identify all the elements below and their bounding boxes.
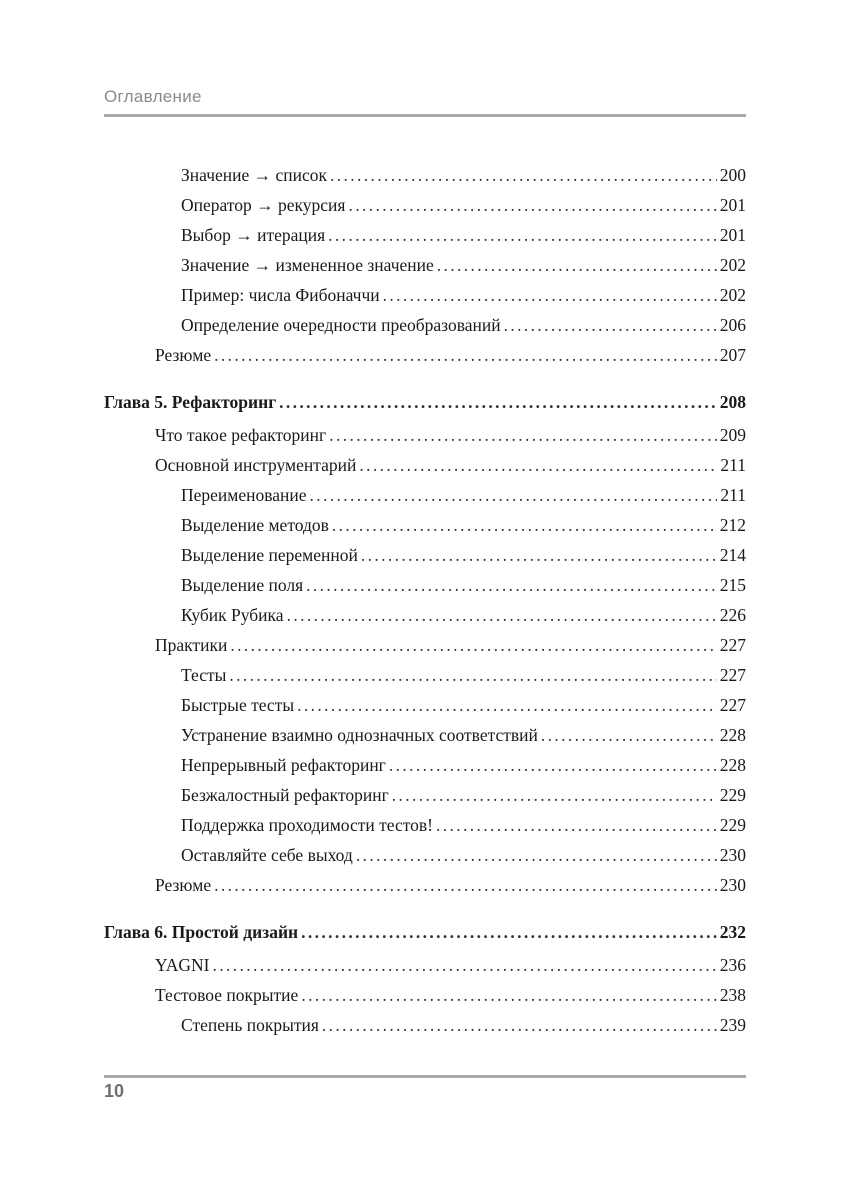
- toc-entry-page: 229: [719, 815, 746, 835]
- toc-leader-dots: [330, 160, 717, 190]
- toc-entry-title: Быстрые тесты: [181, 695, 295, 715]
- toc-entry-title: Глава 5. Рефакторинг: [104, 392, 277, 412]
- toc-entry[interactable]: [104, 660, 746, 690]
- toc-entry-title: Степень покрытия: [181, 1015, 319, 1035]
- toc-leader-dots: [301, 917, 717, 947]
- toc-chapter-entry[interactable]: [104, 917, 746, 947]
- toc-entry-page: 202: [719, 285, 746, 305]
- toc-entry[interactable]: [104, 720, 746, 750]
- toc-entry[interactable]: [104, 600, 746, 630]
- toc-entry-page: 202: [719, 255, 746, 275]
- toc-leader-dots: [329, 420, 717, 450]
- toc-entry-title: Практики: [155, 635, 228, 655]
- toc-leader-dots: [356, 840, 717, 870]
- toc-entry-title: Значение → список: [181, 165, 328, 185]
- toc-entry-title: Выделение поля: [181, 575, 304, 595]
- toc-entry-page: 227: [719, 635, 746, 655]
- toc-entry[interactable]: [104, 190, 746, 220]
- toc-leader-dots: [287, 600, 717, 630]
- toc-leader-dots: [389, 750, 717, 780]
- toc-entry-title: YAGNI: [155, 955, 210, 975]
- toc-entry-page: 212: [719, 515, 746, 535]
- toc-entry-page: 201: [719, 225, 746, 245]
- toc-entry-page: 236: [719, 955, 746, 975]
- toc-entry-page: 207: [719, 345, 746, 365]
- toc-entry[interactable]: [104, 420, 746, 450]
- running-head: Оглавление: [104, 87, 202, 106]
- toc-leader-dots: [229, 660, 716, 690]
- toc-entry-title: Кубик Рубика: [181, 605, 284, 625]
- toc-entry-page: 239: [719, 1015, 746, 1035]
- toc-leader-dots: [359, 450, 717, 480]
- toc-entry-page: 229: [719, 785, 746, 805]
- toc-leader-dots: [214, 340, 717, 370]
- toc-entry-page: 201: [719, 195, 746, 215]
- toc-entry-title: Выделение методов: [181, 515, 329, 535]
- toc-leader-dots: [297, 690, 717, 720]
- toc-entry-page: 238: [719, 985, 746, 1005]
- toc-entry-title: Что такое рефакторинг: [155, 425, 327, 445]
- header-rule: [104, 114, 746, 117]
- toc-leader-dots: [541, 720, 717, 750]
- toc-entry-page: 226: [719, 605, 746, 625]
- toc-leader-dots: [392, 780, 717, 810]
- toc-entry[interactable]: [104, 510, 746, 540]
- toc-leader-dots: [212, 950, 716, 980]
- toc-leader-dots: [436, 810, 717, 840]
- toc-entry-title: Выделение переменной: [181, 545, 358, 565]
- toc-entry-title: Оператор → рекурсия: [181, 195, 346, 215]
- toc-leader-dots: [361, 540, 717, 570]
- toc-entry[interactable]: [104, 690, 746, 720]
- toc-leader-dots: [504, 310, 717, 340]
- toc-entry-title: Значение → измененное значение: [181, 255, 434, 275]
- toc-entry-page: 228: [719, 725, 746, 745]
- toc-leader-dots: [301, 980, 716, 1010]
- toc-entry-title: Пример: числа Фибоначчи: [181, 285, 380, 305]
- toc-leader-dots: [348, 190, 716, 220]
- toc-entry[interactable]: [104, 950, 746, 980]
- toc-entry-page: 232: [719, 922, 746, 942]
- toc-entry[interactable]: [104, 340, 746, 370]
- toc-entry-title: Глава 6. Простой дизайн: [104, 922, 299, 942]
- toc-entry-title: Резюме: [155, 345, 212, 365]
- toc-entry-title: Определение очередности преобразований: [181, 315, 501, 335]
- toc-entry[interactable]: [104, 810, 746, 840]
- toc-entry-title: Устранение взаимно однозначных соответствий: [181, 725, 538, 745]
- toc-entry[interactable]: [104, 630, 746, 660]
- toc-leader-dots: [437, 250, 717, 280]
- toc-entry-page: 228: [719, 755, 746, 775]
- toc-entry[interactable]: [104, 750, 746, 780]
- toc-leader-dots: [230, 630, 716, 660]
- toc-entry-page: 227: [719, 695, 746, 715]
- toc-entry[interactable]: [104, 780, 746, 810]
- toc-entry[interactable]: [104, 220, 746, 250]
- toc-entry-page: 211: [720, 485, 746, 505]
- toc-entry[interactable]: [104, 570, 746, 600]
- toc-entry-page: 206: [719, 315, 746, 335]
- toc-entry-page: 230: [719, 875, 746, 895]
- toc-leader-dots: [322, 1010, 717, 1040]
- toc-leader-dots: [306, 570, 717, 600]
- toc-entry[interactable]: [104, 450, 746, 480]
- toc-entry-page: 230: [719, 845, 746, 865]
- toc-entry[interactable]: [104, 280, 746, 310]
- toc-entry-page: 211: [720, 455, 746, 475]
- toc-entry[interactable]: [104, 310, 746, 340]
- toc-entry-page: 200: [719, 165, 746, 185]
- toc-entry-title: Основной инструментарий: [155, 455, 357, 475]
- toc-entry[interactable]: [104, 1010, 746, 1040]
- toc-entry-title: Оставляйте себе выход: [181, 845, 353, 865]
- toc-entry-page: 208: [719, 392, 746, 412]
- footer-rule: [104, 1075, 746, 1078]
- toc-entry-title: Тестовое покрытие: [155, 985, 299, 1005]
- toc-entry-page: 214: [719, 545, 746, 565]
- toc-entry-title: Резюме: [155, 875, 212, 895]
- toc-entry-page: 227: [719, 665, 746, 685]
- toc-leader-dots: [332, 510, 717, 540]
- toc-leader-dots: [279, 387, 717, 417]
- toc-entry-title: Выбор → итерация: [181, 225, 326, 245]
- toc-chapter-entry[interactable]: [104, 387, 746, 417]
- toc-entry[interactable]: [104, 980, 746, 1010]
- toc-entry-title: Тесты: [181, 665, 227, 685]
- toc-leader-dots: [214, 870, 717, 900]
- toc-entry[interactable]: [104, 480, 746, 510]
- toc-entry-title: Поддержка проходимости тестов!: [181, 815, 433, 835]
- table-of-contents: [104, 160, 746, 1040]
- toc-leader-dots: [383, 280, 717, 310]
- toc-leader-dots: [310, 480, 718, 510]
- toc-entry[interactable]: [104, 840, 746, 870]
- toc-entry-page: 215: [719, 575, 746, 595]
- toc-entry[interactable]: [104, 540, 746, 570]
- toc-entry-page: 209: [719, 425, 746, 445]
- toc-entry-title: Непрерывный рефакторинг: [181, 755, 386, 775]
- toc-entry[interactable]: [104, 870, 746, 900]
- toc-leader-dots: [328, 220, 717, 250]
- toc-entry[interactable]: [104, 160, 746, 190]
- toc-entry-title: Переименование: [181, 485, 307, 505]
- page-number: 10: [104, 1081, 125, 1101]
- toc-entry-title: Безжалостный рефакторинг: [181, 785, 389, 805]
- toc-entry[interactable]: [104, 250, 746, 280]
